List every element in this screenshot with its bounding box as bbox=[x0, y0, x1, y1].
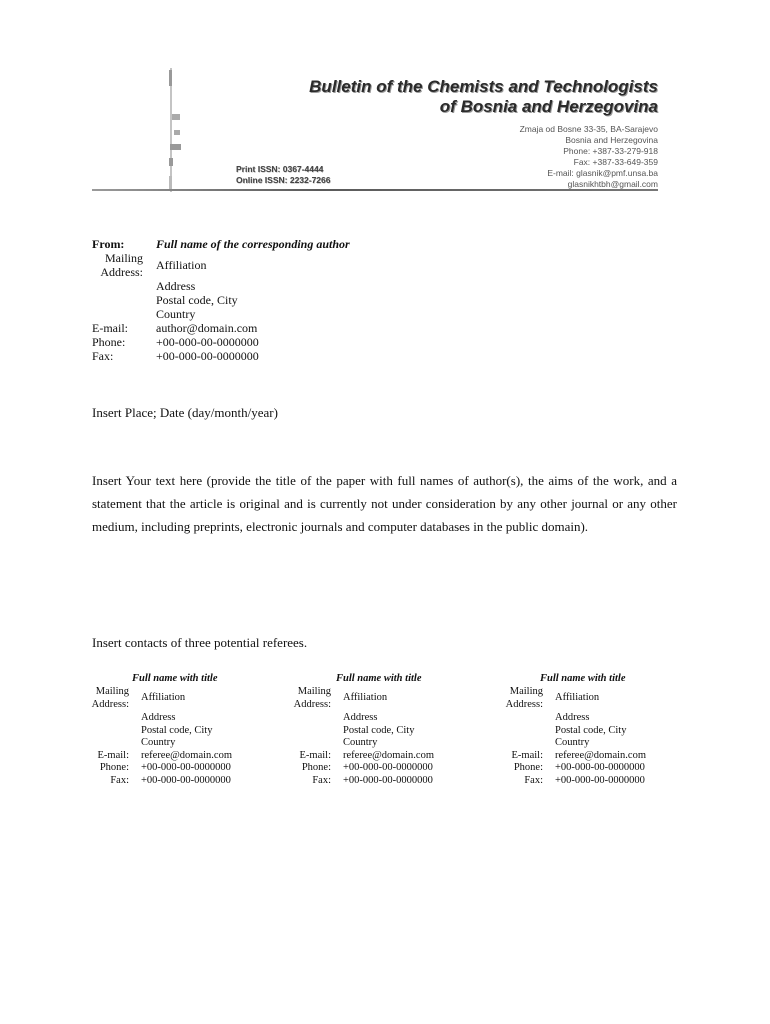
referee-mailing-label bbox=[84, 686, 129, 711]
referee-affiliation: Affiliation bbox=[141, 692, 186, 703]
fax-label: Fax: bbox=[92, 349, 114, 363]
referee-name: Full name with title bbox=[540, 673, 626, 684]
referee-mailing-label-line-1: Mailing bbox=[297, 686, 331, 697]
journal-title bbox=[198, 77, 658, 117]
referee-card-3 bbox=[498, 672, 698, 792]
referee-phone: +00-000-00-0000000 bbox=[555, 762, 645, 773]
online-issn: Online ISSN: 2232-7266 bbox=[236, 175, 331, 185]
referee-address: Address bbox=[141, 712, 176, 723]
referee-email-label: E-mail: bbox=[299, 749, 331, 761]
referee-postal: Postal code, City bbox=[555, 724, 627, 736]
referee-mailing-label-line-1: Mailing bbox=[95, 686, 129, 697]
journal-fax: Fax: +387-33-649-359 bbox=[573, 157, 658, 167]
author-name: Full name of the corresponding author bbox=[156, 237, 350, 251]
referee-mailing-label-line-2: Address: bbox=[91, 698, 129, 710]
referee-country: Country bbox=[343, 737, 378, 748]
referee-affiliation: Affiliation bbox=[343, 692, 388, 703]
referee-postal: Postal code, City bbox=[343, 724, 415, 736]
journal-contact-block bbox=[408, 124, 658, 190]
journal-country: Bosnia and Herzegovina bbox=[565, 135, 658, 145]
referee-mailing-label-line-2: Address: bbox=[505, 698, 543, 710]
body-text: Insert Your text here (provide the title of the paper with full names of author(s), the aims of the work, and a statement that the article is original and is currently not under consideration by any other journal or any other medium, including preprints, electronic journals and computer databases in the public domain). bbox=[92, 473, 677, 534]
journal-email: E-mail: glasnik@pmf.unsa.ba bbox=[547, 168, 658, 178]
journal-email-alt: glasnikhtbh@gmail.com bbox=[567, 179, 658, 189]
referees-heading: Insert contacts of three potential referees. bbox=[92, 635, 308, 650]
referee-phone: +00-000-00-0000000 bbox=[141, 762, 231, 773]
referee-fax-label: Fax: bbox=[312, 774, 331, 786]
referee-fax-label: Fax: bbox=[110, 774, 129, 786]
referee-address: Address bbox=[343, 712, 378, 723]
referee-mailing-label-line-2: Address: bbox=[293, 698, 331, 710]
mailing-label-line-2: Address: bbox=[100, 265, 143, 279]
referee-postal: Postal code, City bbox=[141, 724, 213, 736]
print-issn: Print ISSN: 0367-4444 bbox=[236, 164, 324, 174]
author-country: Country bbox=[156, 307, 196, 321]
mailing-label bbox=[80, 251, 143, 279]
from-label: From: bbox=[92, 237, 125, 251]
referee-phone-label: Phone: bbox=[301, 762, 331, 773]
journal-phone: Phone: +387-33-279-918 bbox=[563, 146, 658, 156]
header-divider bbox=[92, 189, 658, 191]
referee-card-1 bbox=[84, 672, 284, 792]
referee-email-label: E-mail: bbox=[511, 749, 543, 761]
author-fax: +00-000-00-0000000 bbox=[156, 349, 259, 363]
referee-email-label: E-mail: bbox=[97, 749, 129, 761]
referee-mailing-label-line-1: Mailing bbox=[509, 686, 543, 697]
journal-title-line-2: of Bosnia and Herzegovina bbox=[439, 97, 658, 116]
place-date: Insert Place; Date (day/month/year) bbox=[92, 405, 278, 420]
referee-name: Full name with title bbox=[336, 673, 422, 684]
referee-name: Full name with title bbox=[132, 673, 218, 684]
author-email: author@domain.com bbox=[156, 321, 258, 335]
referee-fax-label: Fax: bbox=[524, 774, 543, 786]
author-postal: Postal code, City bbox=[156, 293, 238, 307]
referee-email: referee@domain.com bbox=[343, 749, 434, 761]
mailing-label-line-1: Mailing bbox=[105, 251, 143, 265]
phone-label: Phone: bbox=[92, 335, 126, 349]
author-affiliation: Affiliation bbox=[156, 258, 207, 272]
referee-country: Country bbox=[555, 737, 590, 748]
journal-logo bbox=[164, 66, 186, 194]
referee-card-2 bbox=[286, 672, 486, 792]
journal-title-line-1: Bulletin of the Chemists and Technologists bbox=[309, 77, 658, 96]
referee-fax: +00-000-00-0000000 bbox=[555, 774, 645, 786]
referee-phone-label: Phone: bbox=[99, 762, 129, 773]
journal-address: Zmaja od Bosne 33-35, BA-Sarajevo bbox=[519, 124, 658, 134]
referee-email: referee@domain.com bbox=[555, 749, 646, 761]
referee-fax: +00-000-00-0000000 bbox=[141, 774, 231, 786]
referee-mailing-label bbox=[498, 686, 543, 711]
author-phone: +00-000-00-0000000 bbox=[156, 335, 259, 349]
referee-affiliation: Affiliation bbox=[555, 692, 600, 703]
referee-phone: +00-000-00-0000000 bbox=[343, 762, 433, 773]
referee-address: Address bbox=[555, 712, 590, 723]
email-label: E-mail: bbox=[92, 321, 128, 335]
referee-email: referee@domain.com bbox=[141, 749, 232, 761]
referee-mailing-label bbox=[286, 686, 331, 711]
author-address: Address bbox=[156, 279, 196, 293]
referee-fax: +00-000-00-0000000 bbox=[343, 774, 433, 786]
referee-phone-label: Phone: bbox=[513, 762, 543, 773]
referee-country: Country bbox=[141, 737, 176, 748]
